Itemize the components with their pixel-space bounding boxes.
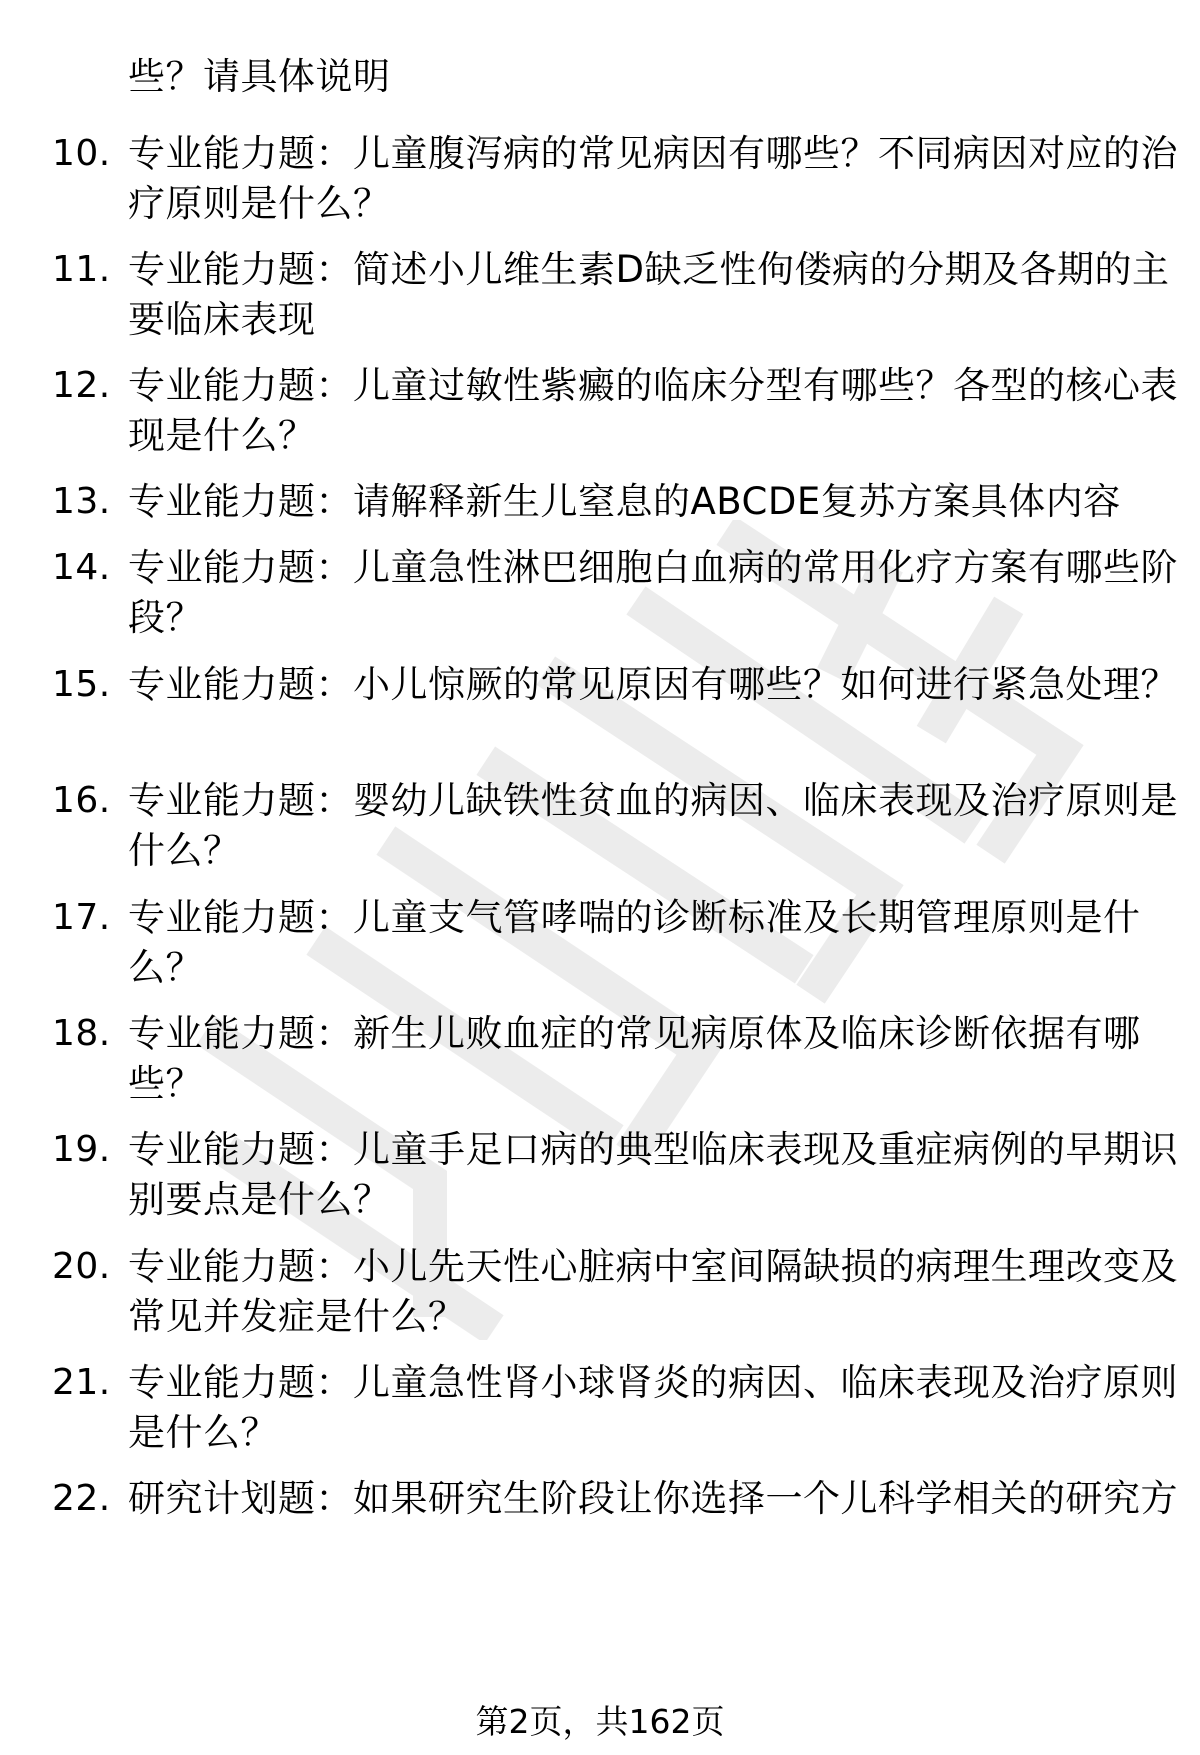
- question-item: [0, 245, 1200, 345]
- question-number: 18.: [52, 1013, 111, 1054]
- question-text-line: 常见并发症是什么？: [128, 1295, 466, 1338]
- question-number: 22.: [52, 1478, 111, 1519]
- question-number: 14.: [52, 547, 111, 588]
- question-number: 10.: [52, 133, 111, 174]
- question-item: [0, 129, 1200, 229]
- question-text-line: 专业能力题：儿童急性淋巴细胞白血病的常用化疗方案有哪些阶: [128, 546, 1178, 589]
- question-text-line: 别要点是什么？: [128, 1178, 391, 1221]
- page-footer: 第2页，共162页: [475, 1702, 725, 1741]
- question-item: [0, 477, 1200, 527]
- question-text-line: 段？: [128, 596, 203, 639]
- question-text-line: 专业能力题：儿童过敏性紫癜的临床分型有哪些？各型的核心表: [128, 364, 1178, 407]
- question-item: [0, 1125, 1200, 1225]
- question-text-line: 是什么？: [128, 1411, 278, 1454]
- question-text-line: 专业能力题：简述小儿维生素D缺乏性佝偻病的分期及各期的主: [128, 248, 1170, 291]
- question-number: 19.: [52, 1129, 111, 1170]
- question-text-line: 要临床表现: [128, 298, 316, 341]
- question-text-line: 专业能力题：小儿惊厥的常见原因有哪些？如何进行紧急处理？: [128, 663, 1178, 706]
- question-number: 21.: [52, 1362, 111, 1403]
- question-number: 12.: [52, 365, 111, 406]
- question-text-line: 现是什么？: [128, 414, 316, 457]
- question-item: [0, 776, 1200, 876]
- question-text-line: 专业能力题：小儿先天性心脏病中室间隔缺损的病理生理改变及: [128, 1245, 1178, 1288]
- question-item: [0, 893, 1200, 993]
- question-number: 13.: [52, 481, 111, 522]
- question-text-line: 专业能力题：儿童急性肾小球肾炎的病因、临床表现及治疗原则: [128, 1361, 1178, 1404]
- question-text-line: 什么？: [128, 829, 241, 872]
- question-text-line: 研究计划题：如果研究生阶段让你选择一个儿科学相关的研究方: [128, 1477, 1178, 1520]
- question-text-line: 专业能力题：婴幼儿缺铁性贫血的病因、临床表现及治疗原则是: [128, 779, 1178, 822]
- question-text-line: 些？: [128, 1062, 203, 1105]
- question-number: 17.: [52, 897, 111, 938]
- question-item: [0, 1358, 1200, 1458]
- question-text-line: 么？: [128, 946, 203, 989]
- question-text-line: 专业能力题：新生儿败血症的常见病原体及临床诊断依据有哪: [128, 1012, 1141, 1055]
- question-text-line: 专业能力题：儿童手足口病的典型临床表现及重症病例的早期识: [128, 1128, 1178, 1171]
- question-number: 15.: [52, 664, 111, 705]
- question-text-line: 专业能力题：请解释新生儿窒息的ABCDE复苏方案具体内容: [128, 480, 1121, 523]
- question-text-line: 专业能力题：儿童腹泻病的常见病因有哪些？不同病因对应的治: [128, 132, 1178, 175]
- question-item: [0, 660, 1200, 710]
- question-number: 16.: [52, 780, 111, 821]
- question-item: [0, 1474, 1200, 1524]
- question-number: 20.: [52, 1246, 111, 1287]
- question-item: [0, 361, 1200, 461]
- question-item: [0, 543, 1200, 643]
- continuation-text: 些？请具体说明: [128, 55, 391, 98]
- question-item: [0, 1009, 1200, 1109]
- question-text-line: 专业能力题：儿童支气管哮喘的诊断标准及长期管理原则是什: [128, 896, 1141, 939]
- question-item: [0, 1242, 1200, 1342]
- question-text-line: 疗原则是什么？: [128, 182, 391, 225]
- question-number: 11.: [52, 249, 111, 290]
